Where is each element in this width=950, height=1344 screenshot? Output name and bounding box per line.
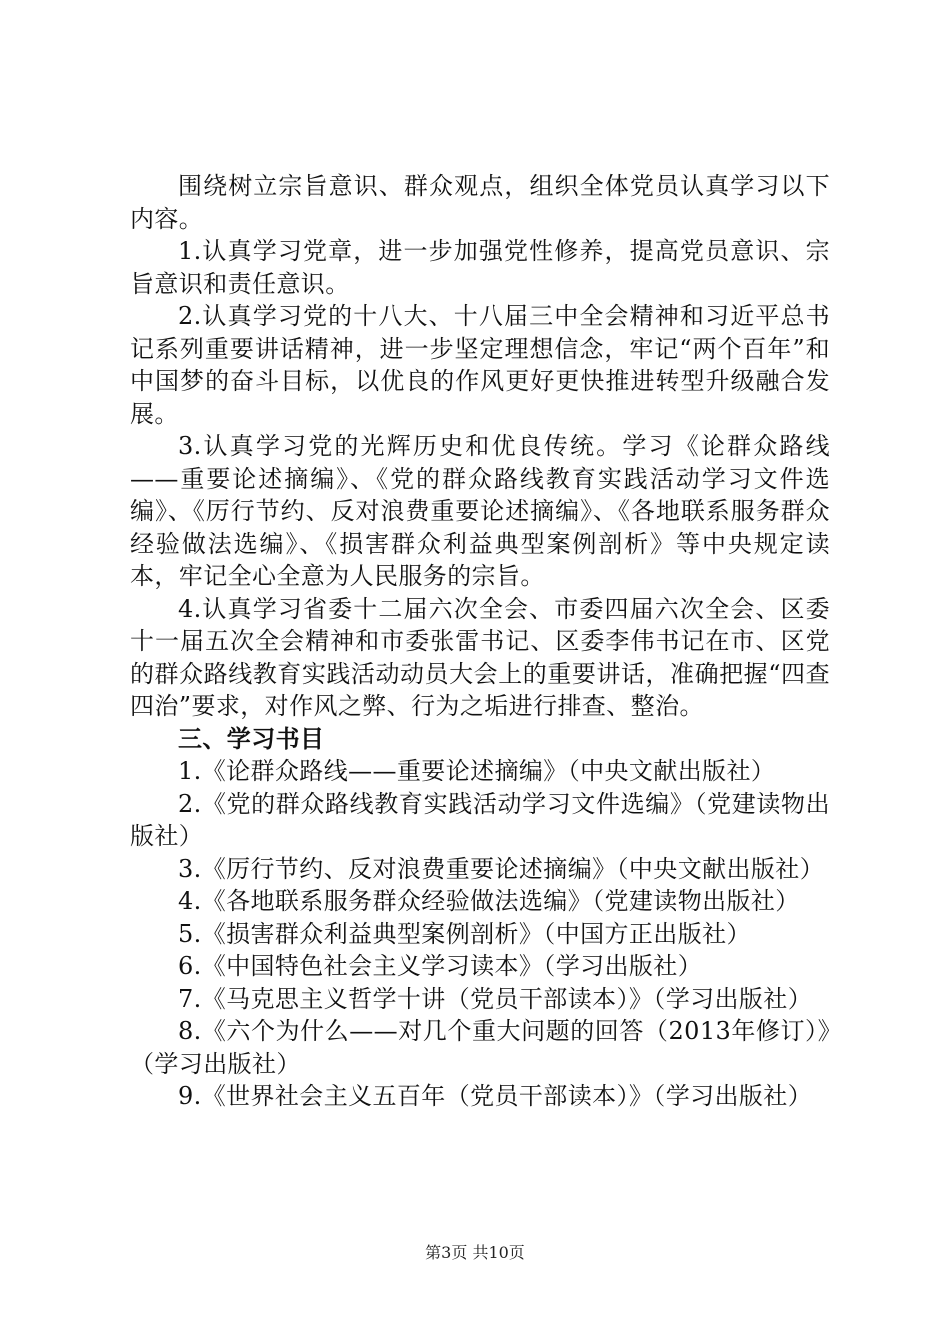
book-item-1: 1.《论群众路线——重要论述摘编》（中央文献出版社）	[178, 757, 776, 785]
study-item-4: 4.认真学习省委十二届六次全会、市委四届六次全会、区委十一届五次全会精神和市委张雷书记、区委李伟书记在市、区党的群众路线教育实践活动动员大会上的重要讲话，准确把握“四查四治”要求，对作风之弊、行为之垢进行排查、整治。	[130, 594, 830, 720]
study-item-1: 1.认真学习党章，进一步加强党性修养，提高党员意识、宗旨意识和责任意识。	[130, 237, 830, 298]
book-item-6: 6.《中国特色社会主义学习读本》（学习出版社）	[178, 952, 703, 980]
book-item-4: 4.《各地联系服务群众经验做法选编》（党建读物出版社）	[178, 887, 800, 915]
book-item-9: 9.《世界社会主义五百年（党员干部读本）》（学习出版社）	[178, 1082, 813, 1110]
section-heading: 三、学习书目	[178, 724, 325, 753]
page-number-footer: 第3页 共10页	[425, 1243, 525, 1262]
book-item-5: 5.《损害群众利益典型案例剖析》（中国方正出版社）	[178, 919, 751, 948]
study-item-2: 2.认真学习党的十八大、十八届三中全会精神和习近平总书记系列重要讲话精神，进一步坚定理想信念，牢记“两个百年”和中国梦的奋斗目标，以优良的作风更好更快推进转型升级融合发展。	[130, 302, 830, 428]
intro-paragraph: 围绕树立宗旨意识、群众观点，组织全体党员认真学习以下内容。	[130, 172, 830, 233]
document-body	[130, 170, 830, 1113]
study-item-3: 3.认真学习党的光辉历史和优良传统。学习《论群众路线——重要论述摘编》、《党的群众路线教育实践活动学习文件选编》、《厉行节约、反对浪费重要论述摘编》、《各地联系服务群众经验做法选编》、《损害群众利益典型案例剖析》等中央规定读本，牢记全心全意为人民服务的宗旨。	[130, 432, 830, 590]
book-item-3: 3.《厉行节约、反对浪费重要论述摘编》（中央文献出版社）	[178, 854, 825, 883]
book-item-8: 8.《六个为什么——对几个重大问题的回答（2013年修订）》（学习出版社）	[130, 1017, 830, 1078]
book-item-2: 2.《党的群众路线教育实践活动学习文件选编》（党建读物出版社）	[130, 789, 830, 850]
book-item-7: 7.《马克思主义哲学十讲（党员干部读本）》（学习出版社）	[178, 984, 813, 1013]
